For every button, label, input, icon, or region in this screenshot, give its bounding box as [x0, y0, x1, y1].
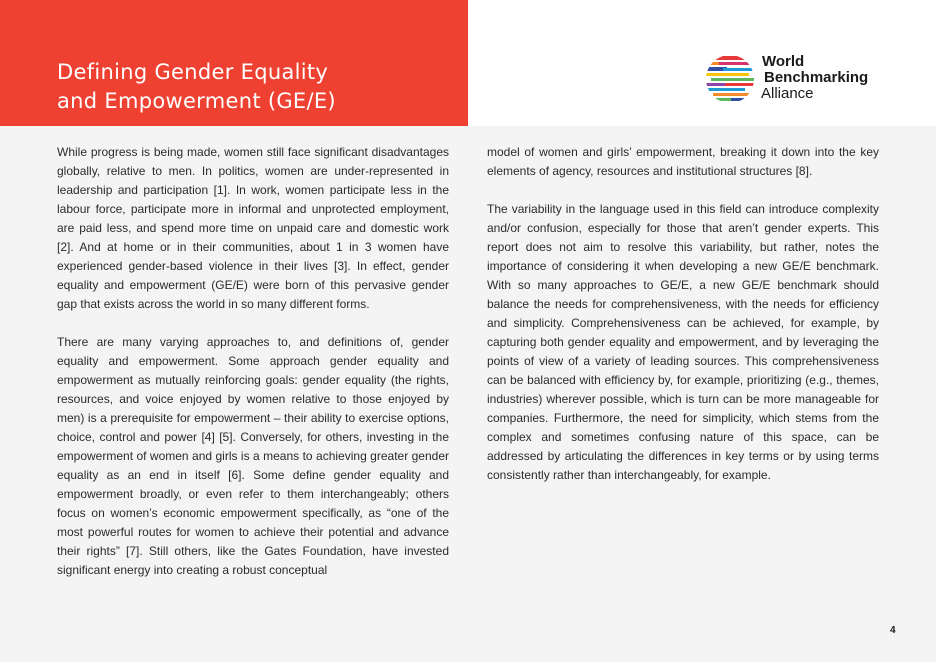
logo-word-benchmarking: Benchmarking	[764, 69, 869, 86]
page-title-line-2: and Empowerment (GE/E)	[57, 89, 336, 113]
body-paragraph: model of women and girls’ empowerment, breaking it down into the key elements of agency, resources and institutional structures [8].	[487, 145, 879, 178]
wba-logo	[705, 52, 895, 106]
logo-stripe	[719, 62, 755, 65]
left-text-column	[57, 143, 449, 599]
right-text-column	[487, 143, 879, 504]
logo-stripe	[713, 93, 755, 96]
page-title-line-1: Defining Gender Equality	[57, 60, 329, 84]
body-paragraph: The variability in the language used in this field can introduce complexity and/or confusion, especially for those that aren’t gender experts. This report does not aim to resolve this variability, but rather, notes the importance of considering it when developing a new GE/E benchmark. With so many approaches to GE/E, a new GE/E benchmark should balance the needs for comprehensiveness, with the needs for efficiency and simplicity. Comprehensiveness can be achieved, for example, by capturing both gender equality and empowerment, and by leveraging the points of view of a variety of leading sources. This comprehensiveness can be balanced with efficiency by, for example, prioritizing (e.g., themes, industries) wherever possible, which is turn can be more manageable for companies. Furthermore, the need for simplicity, which stems from the complex and sometimes confusing nature of this space, can be addressed by articulating the differences in key terms or by using terms consistently rather than interchangeably, for example.	[487, 202, 879, 482]
page-title	[57, 58, 457, 116]
logo-stripe	[723, 68, 755, 71]
logo-stripe	[705, 88, 745, 91]
logo-stripe	[709, 56, 749, 60]
logo-word-world: World	[762, 53, 805, 70]
logo-word-alliance: Alliance	[761, 85, 814, 102]
logo-stripe	[725, 83, 755, 86]
page-number: 4	[890, 625, 896, 636]
body-paragraph: While progress is being made, women still face significant disadvantages globally, relative to men. In politics, women are under-represented in leadership and participation [1]. In work, women participate less in the labour force, participate more in informal and unprotected employment, are paid less, and spend more time on unpaid care and domestic work [2]. And at home or in their communities, about 1 in 3 women have experienced gender-based violence in their lives [3]. In effect, gender equality and empowerment (GE/E) were born of this pervasive gender gap that exists across the world in so many different forms.	[57, 145, 449, 311]
logo-stripe	[731, 98, 755, 101]
body-paragraph: There are many varying approaches to, and definitions of, gender equality and empowerment. Some approach gender equality and empowerment as mutually reinforcing goals: gender equality (the rights, resources, and voice enjoyed by women relative to those enjoyed by men) is a prerequisite for empowerment – their ability to exercise options, choice, control and power [4] [5]. Conversely, for others, investing in the empowerment of women and girls is a means to achieving greater gender equality as an end in itself [6]. Some define gender equality and empowerment broadly, or even refer to them interchangeably; others focus on women’s economic empowerment specifically, as “one of the most powerful routes for women to achieve their potential and advance their rights” [7]. Still others, like the Gates Foundation, have invested significant energy into creating a robust conceptual	[57, 335, 449, 577]
logo-stripe	[711, 78, 755, 81]
globe-stripes-icon	[705, 52, 755, 106]
logo-stripe	[705, 73, 749, 76]
